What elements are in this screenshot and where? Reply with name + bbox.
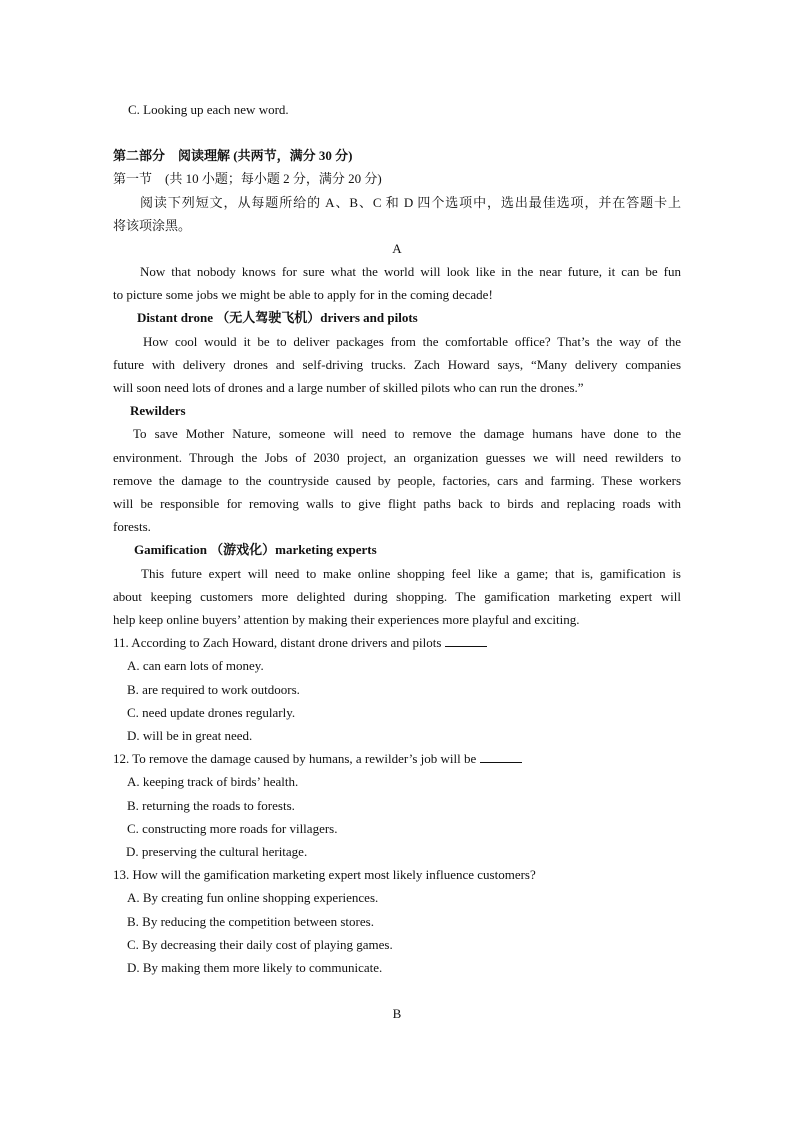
q12-option-c: C. constructing more roads for villagers. — [127, 821, 338, 836]
question-11-stem: 11. According to Zach Howard, distant drone drivers and pilots — [113, 635, 442, 650]
q13-option-a: A. By creating fun online shopping experiences. — [127, 890, 379, 905]
answer-blank — [480, 750, 522, 763]
q11-option-a: A. can earn lots of money. — [127, 658, 264, 673]
rewilders-line-1: To save Mother Nature, someone will need to remove the damage humans have done to the — [133, 426, 681, 441]
drone-line-2: future with delivery drones and self-driving trucks. Zach Howard says, “Many delivery companies — [113, 357, 681, 372]
q11-option-b: B. are required to work outdoors. — [127, 682, 300, 697]
instruction-line-1: 阅读下列短文，从每题所给的 A、B、C 和 D 四个选项中，选出最佳选项，并在答题卡上 — [140, 195, 681, 210]
section-heading-gamification: Gamification （游戏化）marketing experts — [134, 542, 377, 557]
drone-line-1: How cool would it be to deliver packages from the comfortable office? That’s the way of the — [143, 334, 681, 349]
section-heading-drone: Distant drone （无人驾驶飞机）drivers and pilots — [137, 310, 418, 325]
q13-option-b: B. By reducing the competition between stores. — [127, 914, 374, 929]
rewilders-line-5: forests. — [113, 519, 151, 534]
question-11 — [113, 633, 681, 653]
rewilders-line-2: environment. Through the Jobs of 2030 project, an organization guesses we will need rewilders to — [113, 450, 681, 465]
gamification-line-3: help keep online buyers’ attention by making their experiences more playful and exciting. — [113, 612, 580, 627]
passage-label-b: B — [392, 1006, 402, 1021]
option-c-previous: C. Looking up each new word. — [128, 102, 289, 117]
gamification-line-2: about keeping customers more delighted during shopping. The gamification marketing expert will — [113, 589, 681, 604]
q12-option-d: D. preserving the cultural heritage. — [126, 844, 308, 859]
answer-blank — [445, 634, 487, 647]
question-12 — [113, 749, 681, 769]
q12-option-a: A. keeping track of birds’ health. — [127, 774, 299, 789]
section-heading-rewilders: Rewilders — [130, 403, 186, 418]
question-13: 13. How will the gamification marketing expert most likely influence customers? — [113, 867, 536, 882]
q13-option-c: C. By decreasing their daily cost of playing games. — [127, 937, 393, 952]
instruction-line-2: 将该项涂黑。 — [113, 218, 192, 233]
q11-option-d: D. will be in great need. — [127, 728, 253, 743]
part-title: 第二部分 阅读理解 (共两节，满分 30 分) — [113, 148, 353, 163]
intro-line-1: Now that nobody knows for sure what the world will look like in the near future, it can be fun — [140, 264, 681, 279]
gamification-line-1: This future expert will need to make online shopping feel like a game; that is, gamification is — [141, 566, 681, 581]
rewilders-line-3: remove the damage to the countryside caused by people, factories, cars and farming. These workers — [113, 473, 681, 488]
section-title: 第一节 (共 10 小题；每小题 2 分，满分 20 分) — [113, 171, 382, 186]
question-12-stem: 12. To remove the damage caused by humans, a rewilder’s job will be — [113, 751, 477, 766]
passage-label-a: A — [392, 241, 402, 256]
rewilders-line-4: will be responsible for removing walls to give flight paths back to birds and replacing roads with — [113, 496, 681, 511]
q12-option-b: B. returning the roads to forests. — [127, 798, 295, 813]
q11-option-c: C. need update drones regularly. — [127, 705, 296, 720]
drone-line-3: will soon need lots of drones and a large number of skilled pilots who can run the drones.” — [113, 380, 584, 395]
intro-line-2: to picture some jobs we might be able to apply for in the coming decade! — [113, 287, 493, 302]
q13-option-d: D. By making them more likely to communicate. — [127, 960, 383, 975]
